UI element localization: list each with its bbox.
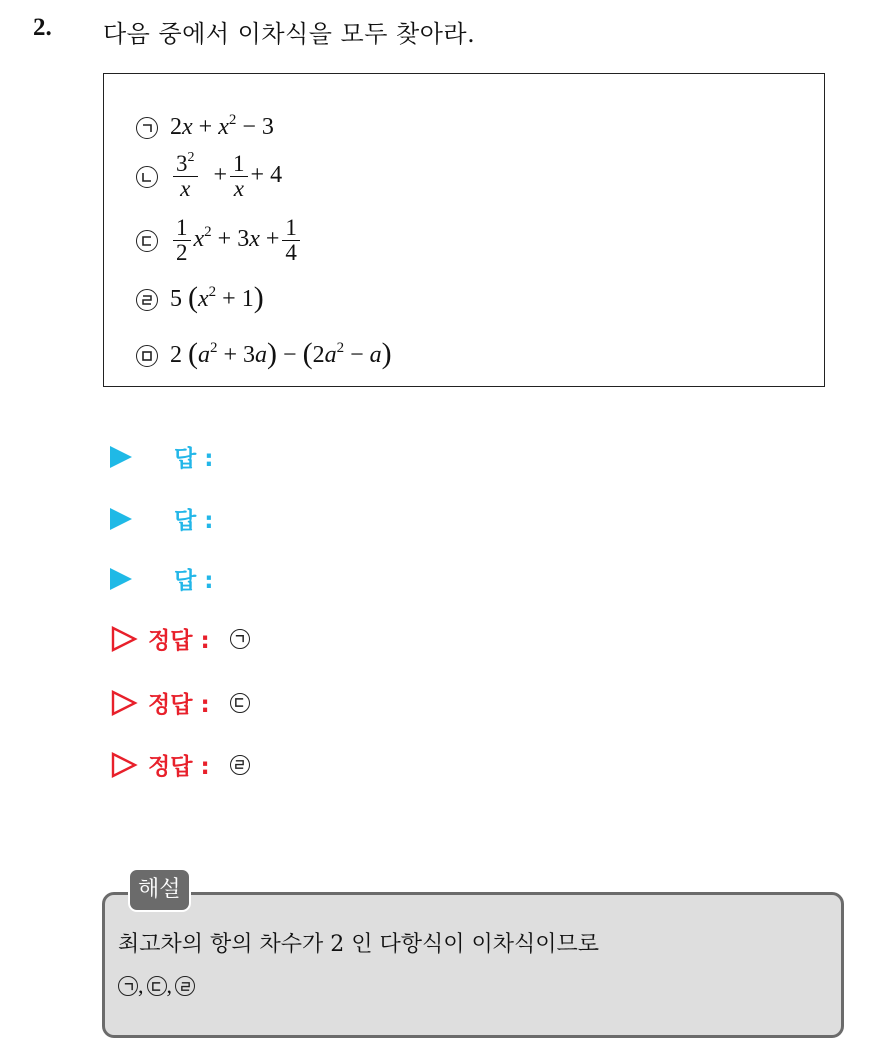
option-5 bbox=[136, 337, 392, 370]
question-number: 2. bbox=[33, 14, 52, 41]
option-1-expr: $2x + x^2 - 3$ bbox=[170, 112, 274, 140]
filled-triangle-icon bbox=[110, 446, 132, 468]
options-box bbox=[103, 73, 825, 387]
circled-giyeok-icon bbox=[118, 976, 138, 996]
outline-triangle-icon bbox=[110, 689, 138, 717]
answer-label: 답 : bbox=[174, 568, 214, 594]
solution-tab: 해설 bbox=[128, 868, 191, 912]
circled-mieum-icon bbox=[136, 345, 158, 367]
correct-answer-label: 정답 : bbox=[148, 692, 210, 718]
circled-digeut-icon bbox=[230, 693, 250, 713]
circled-giyeok-icon bbox=[136, 117, 158, 139]
answer-label: 답 : bbox=[174, 508, 214, 534]
outline-triangle-icon bbox=[110, 751, 138, 779]
question-text: 다음 중에서 이차식을 모두 찾아라. bbox=[103, 20, 476, 48]
option-1 bbox=[136, 114, 274, 141]
answer-label: 답 : bbox=[174, 446, 214, 472]
option-4-expr: 5 $(x^2 + 1)$ bbox=[170, 281, 264, 314]
circled-digeut-icon bbox=[147, 976, 167, 996]
option-2 bbox=[136, 152, 282, 201]
correct-answer-row-1 bbox=[110, 622, 250, 655]
solution-text: 최고차의 항의 차수가 2 인 다항식이 이차식이므로 bbox=[118, 932, 599, 957]
solution-answers: , , bbox=[118, 973, 195, 999]
filled-triangle-icon bbox=[110, 568, 132, 590]
answer-row-3[interactable] bbox=[110, 562, 213, 595]
correct-answer-label: 정답 : bbox=[148, 628, 210, 654]
filled-triangle-icon bbox=[110, 508, 132, 530]
circled-rieul-icon bbox=[230, 755, 250, 775]
option-5-expr: 2 $(a^2 + 3a) - (2a^2 - a)$ bbox=[170, 337, 392, 370]
correct-answer-label: 정답 : bbox=[148, 754, 210, 780]
outline-triangle-icon bbox=[110, 625, 138, 653]
circled-rieul-icon bbox=[136, 289, 158, 311]
circled-rieul-icon bbox=[175, 976, 195, 996]
correct-answer-row-2 bbox=[110, 686, 250, 719]
option-2-expr: $\frac{3^2}{x}$ + $\frac{1}{x}$ + 4 bbox=[170, 152, 282, 201]
option-3 bbox=[136, 216, 303, 265]
correct-answer-row-3 bbox=[110, 748, 250, 781]
solution-box bbox=[102, 892, 844, 1038]
option-3-expr: $\frac{1}{2}$ $x^2 + 3x$ + $\frac{1}{4}$ bbox=[170, 216, 303, 265]
answer-row-1[interactable] bbox=[110, 440, 213, 473]
circled-nieun-icon bbox=[136, 166, 158, 188]
circled-digeut-icon bbox=[136, 230, 158, 252]
option-4 bbox=[136, 281, 264, 314]
circled-giyeok-icon bbox=[230, 629, 250, 649]
answer-row-2[interactable] bbox=[110, 502, 213, 535]
